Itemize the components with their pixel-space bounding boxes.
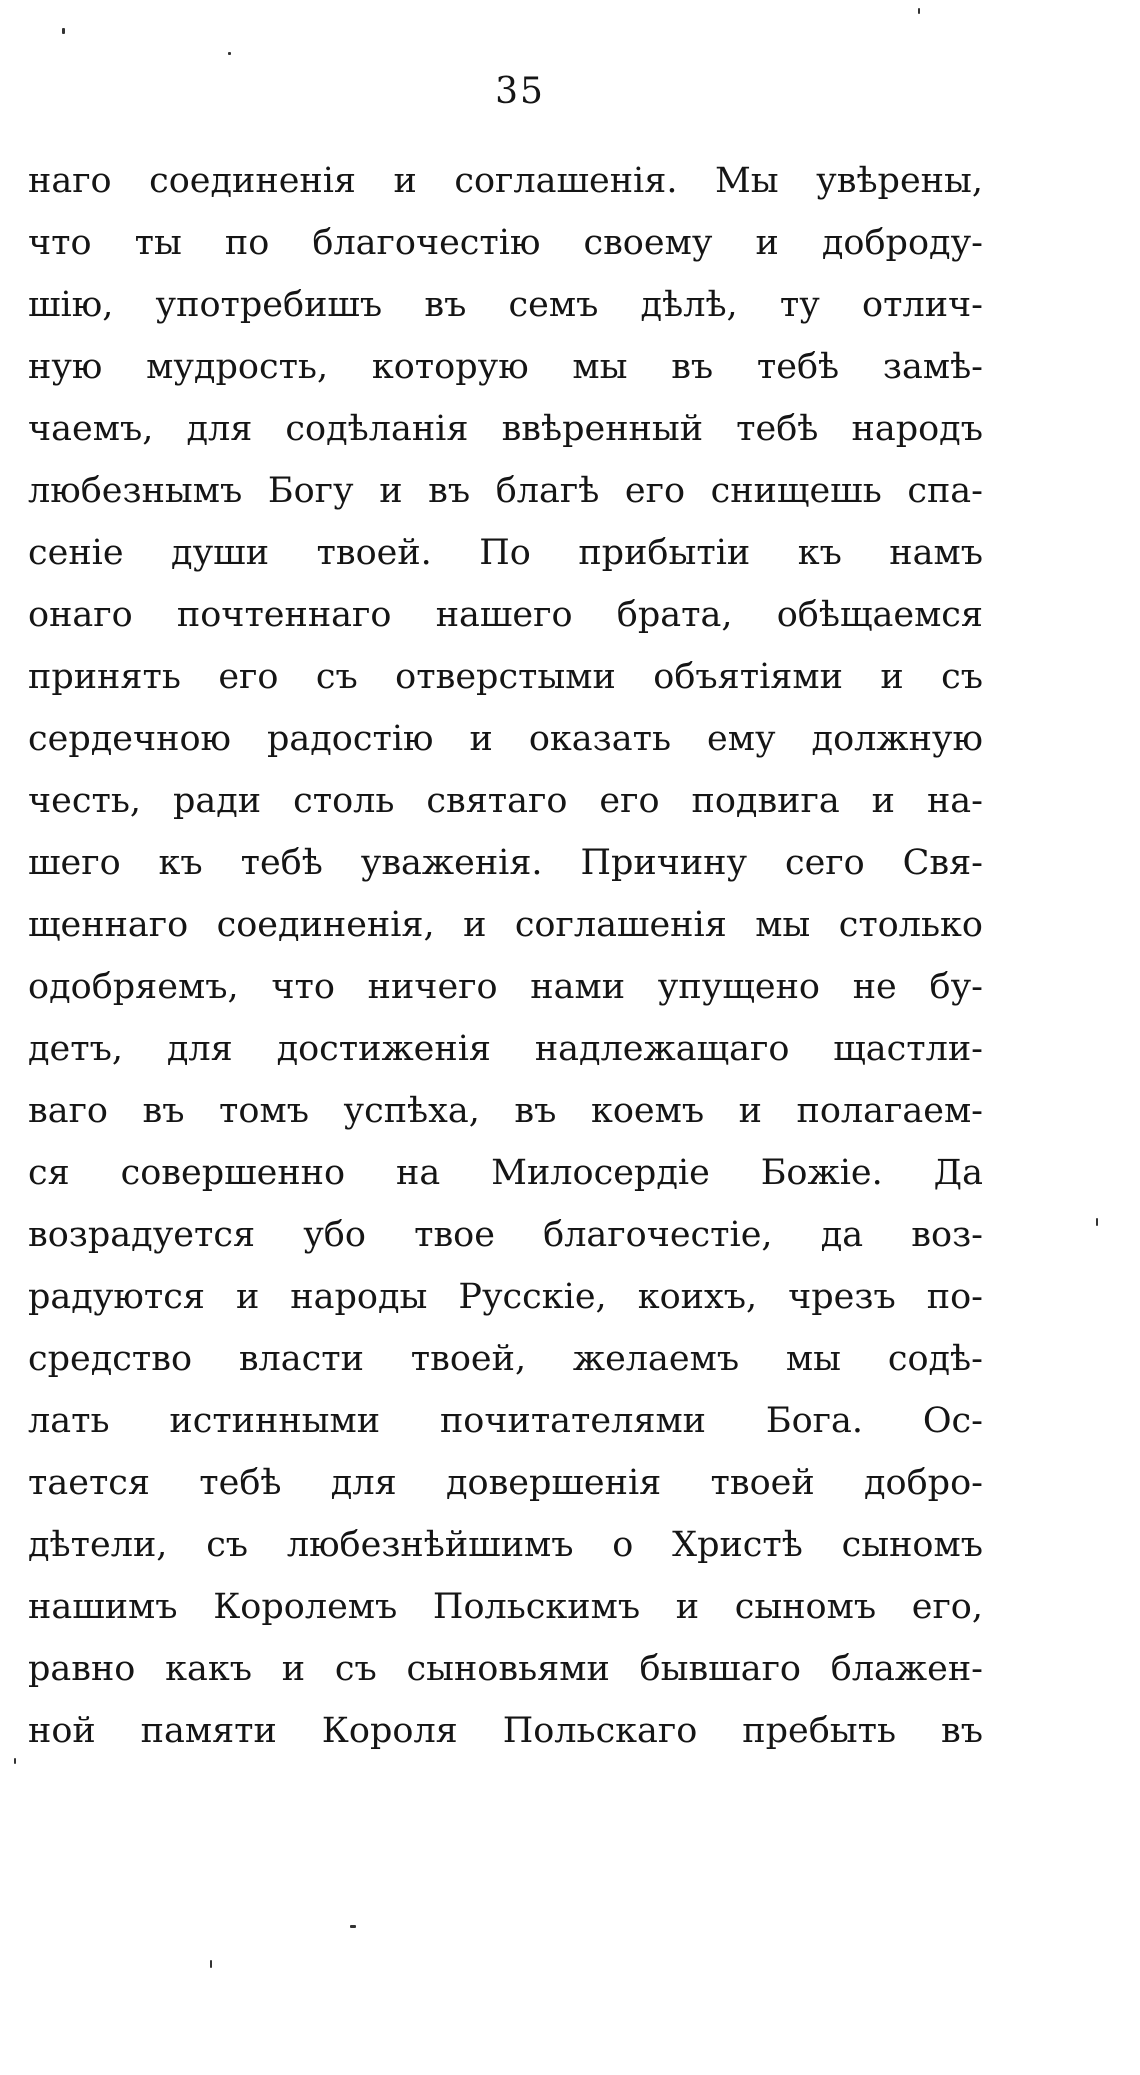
text-line: честь, ради столь святаго его подвига и на- (28, 781, 983, 821)
text-line: нашимъ Королемъ Польскимъ и сыномъ его, (28, 1587, 983, 1627)
text-line: ваго въ томъ успѣха, въ коемъ и полагаем- (28, 1091, 983, 1131)
text-line: щеннаго соединенія, и соглашенія мы столько (28, 905, 983, 945)
page-number: 35 (495, 71, 545, 112)
text-line: тается тебѣ для довершенія твоей добро- (28, 1463, 983, 1503)
text-line: дѣтели, съ любезнѣйшимъ о Христѣ сыномъ (28, 1525, 983, 1565)
text-line: ся совершенно на Милосердіе Божіе. Да (28, 1153, 983, 1193)
text-line: любезнымъ Богу и въ благѣ его снищешь спа- (28, 471, 983, 511)
print-speck (1096, 1218, 1098, 1226)
text-line: принять его съ отверстыми объятіями и съ (28, 657, 983, 697)
text-line: радуются и народы Русскіе, коихъ, чрезъ по- (28, 1277, 983, 1317)
text-line: одобряемъ, что ничего нами упущено не бу- (28, 967, 983, 1007)
print-speck (228, 52, 231, 55)
text-line: шего къ тебѣ уваженія. Причину сего Свя- (28, 843, 983, 883)
print-speck (350, 1925, 356, 1928)
print-speck (62, 28, 65, 34)
text-line: ную мудрость, которую мы въ тебѣ замѣ- (28, 347, 983, 387)
text-line: ной памяти Короля Польскаго пребыть въ (28, 1711, 983, 1751)
text-line: что ты по благочестію своему и доброду- (28, 223, 983, 263)
text-line: равно какъ и съ сыновьями бывшаго блажен- (28, 1649, 983, 1689)
body-text (28, 150, 983, 1762)
text-line: наго соединенія и соглашенія. Мы увѣрены, (28, 161, 983, 201)
print-speck (210, 1960, 212, 1968)
print-speck (918, 8, 920, 14)
text-line: возрадуется убо твое благочестіе, да воз- (28, 1215, 983, 1255)
text-line: сеніе души твоей. По прибытіи къ намъ (28, 533, 983, 573)
text-line: детъ, для достиженія надлежащаго щастли- (28, 1029, 983, 1069)
text-line: средство власти твоей, желаемъ мы содѣ- (28, 1339, 983, 1379)
text-line: сердечною радостію и оказать ему должную (28, 719, 983, 759)
text-line: лать истинными почитателями Бога. Ос- (28, 1401, 983, 1441)
text-line: онаго почтеннаго нашего брата, обѣщаемся (28, 595, 983, 635)
print-speck (14, 1758, 16, 1764)
text-line: шію, употребишъ въ семъ дѣлѣ, ту отлич- (28, 285, 983, 325)
text-line: чаемъ, для содѣланія ввѣренный тебѣ народъ (28, 409, 983, 449)
